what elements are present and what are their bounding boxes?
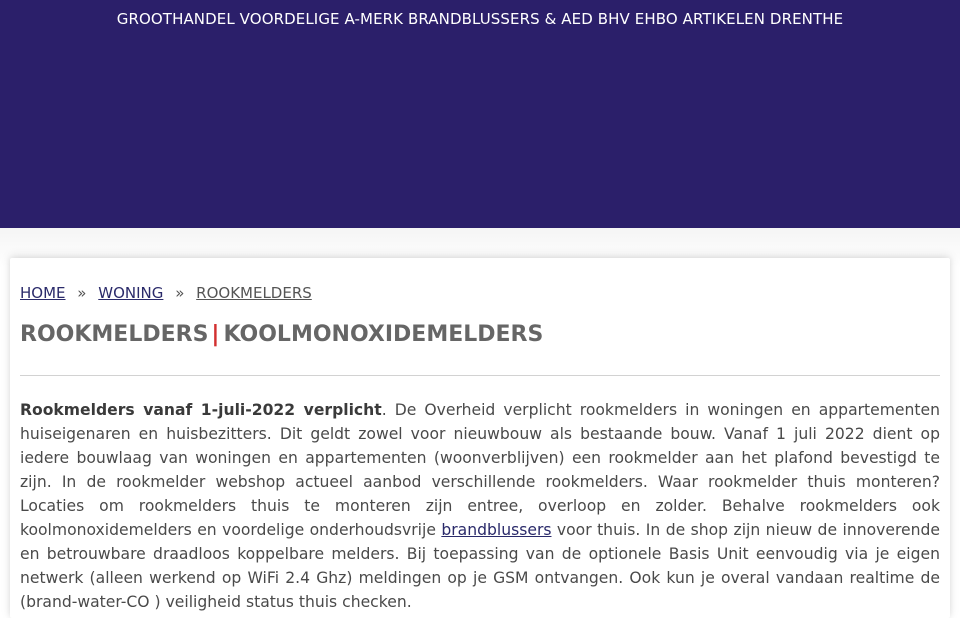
breadcrumb-separator: » xyxy=(175,284,185,302)
page-title xyxy=(20,322,543,347)
intro-paragraph xyxy=(20,398,940,614)
breadcrumb-current: ROOKMELDERS xyxy=(196,284,312,302)
breadcrumb-separator: » xyxy=(77,284,87,302)
page-title-part1: ROOKMELDERS xyxy=(20,322,209,347)
brandblussers-link[interactable]: brandblussers xyxy=(441,521,552,539)
content-card xyxy=(10,258,950,618)
header-banner xyxy=(0,0,960,228)
intro-text-part1: . De Overheid verplicht rookmelders in woningen en appartementen huiseigenaren en huisbezitters. Dit geldt zowel voor nieuwbouw als bestaande bouw. Vanaf 1 juli 2022 dient op iedere bouwlaag van woningen en appartementen (woonverblijven) een rookmelder aan het plafond bevestigd te zijn. In de rookmelder webshop actueel aanbod verschillende rookmelders. Waar rookmelder thuis monteren? Locaties om rookmelders thuis te monteren zijn entree, overloop en zolder. Behalve rookmelders ook koolmonoxidemelders en voordelige onderhoudsvrije xyxy=(20,401,940,539)
page-title-separator: | xyxy=(211,322,220,347)
title-divider xyxy=(20,375,940,376)
breadcrumb xyxy=(20,284,312,302)
intro-bold-lead: Rookmelders vanaf 1-juli-2022 verplicht xyxy=(20,401,382,419)
header-tagline: GROOTHANDEL VOORDELIGE A-MERK BRANDBLUSSERS & AED BHV EHBO ARTIKELEN DRENTHE xyxy=(116,10,844,28)
page-title-part2: KOOLMONOXIDEMELDERS xyxy=(223,322,544,347)
breadcrumb-woning-link[interactable]: WONING xyxy=(98,284,164,302)
intro-text-part2: voor thuis. In de shop zijn nieuw de innoverende en betrouwbare draadloos koppelbare melders. Bij toepassing van de optionele Basis Unit eenvoudig via je eigen netwerk (alleen werkend op WiFi 2.4 Ghz) meldingen op je GSM ontvangen. Ook kun je overal vandaan realtime de (brand-water-CO ) veiligheid status thuis checken. xyxy=(20,521,940,611)
breadcrumb-home-link[interactable]: HOME xyxy=(20,284,66,302)
